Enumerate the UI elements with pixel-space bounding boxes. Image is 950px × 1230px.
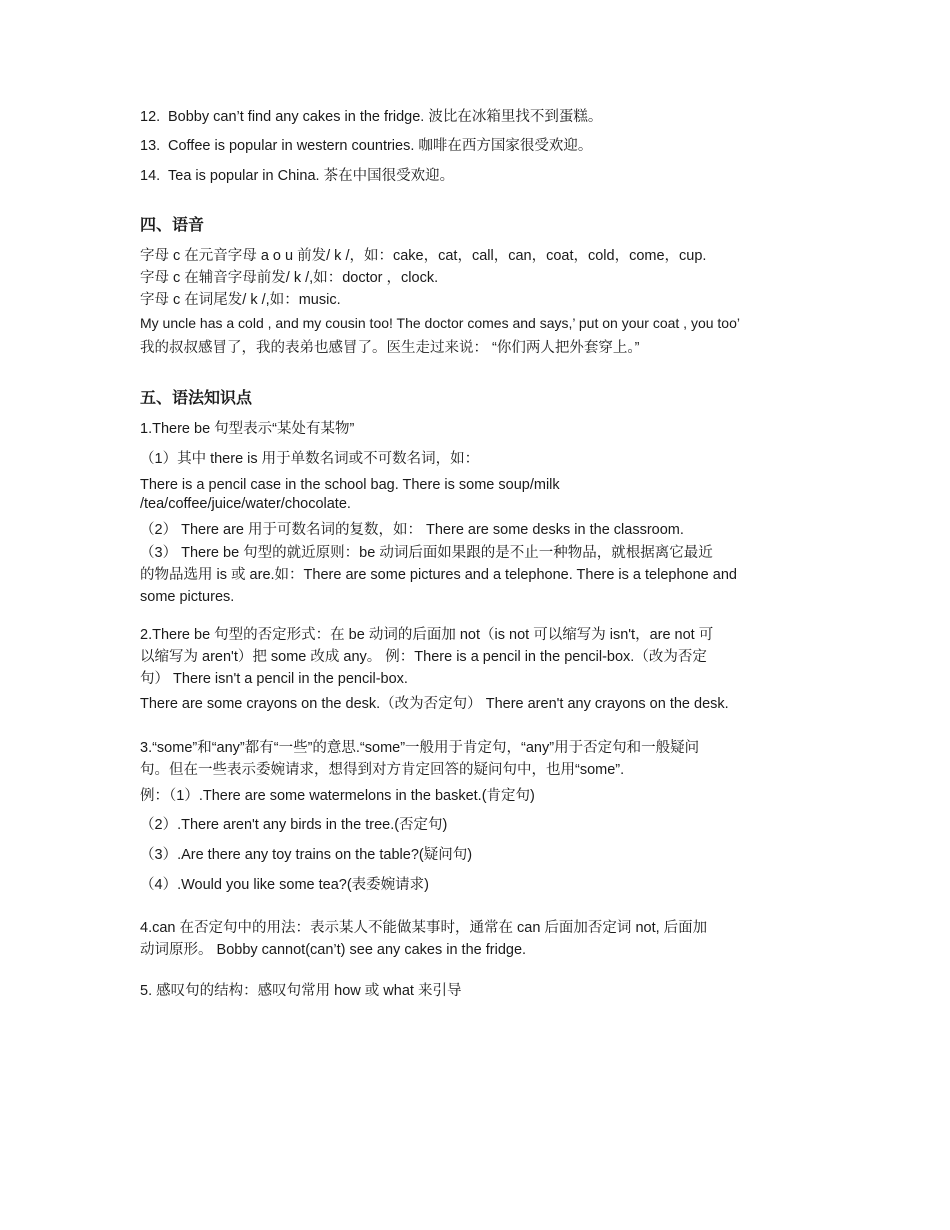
sentence-text: Tea is popular in China. 茶在中国很受欢迎。 (168, 168, 455, 184)
grammar-5-line-1: 5. 感叹句的结构：感叹句常用 how 或 what 来引导 (140, 983, 462, 999)
phonics-line-1: 字母 c 在元音字母 a o u 前发/ k /，如：cake，cat，call，can，coat，cold，come，cup. (140, 248, 707, 264)
grammar-3-line-1: 3.“some”和“any”都有“一些”的意思.“some”一般用于肯定句，“any”用于否定句和一般疑问 (140, 740, 700, 756)
grammar-1-line-2: There is a pencil case in the school bag. There is some soup/milk (140, 477, 560, 493)
grammar-4-line-2: 动词原形。 Bobby cannot(can’t) see any cakes in the fridge. (140, 942, 527, 958)
grammar-4-line-1: 4.can 在否定句中的用法：表示某人不能做某事时，通常在 can 后面加否定词 not, 后面加 (140, 920, 708, 936)
grammar-3-example-1: 例：（1）.There are some watermelons in the basket.(肯定句) (140, 788, 535, 804)
grammar-1-line-3: /tea/coffee/juice/water/chocolate. (140, 496, 351, 512)
sentence-number: 13. (140, 138, 161, 154)
phonics-example-english: My uncle has a cold , and my cousin too! The doctor comes and says,’ put on your coat , you too’ (140, 315, 740, 331)
sentence-text: Bobby can’t find any cakes in the fridge. 波比在冰箱里找不到蛋糕。 (168, 109, 603, 125)
sentence-number: 12. (140, 109, 161, 125)
grammar-1-line-5: （3） There be 句型的就近原则：be 动词后面如果跟的是不止一种物品，就根据离它最近 (140, 545, 713, 561)
sentence-14 (140, 166, 454, 186)
grammar-1-line-6: 的物品选用 is 或 are.如：There are some pictures and a telephone. There is a telephone and (140, 567, 737, 583)
section-5-title: 五、语法知识点 (140, 390, 253, 407)
sentence-text: Coffee is popular in western countries. 咖啡在西方国家很受欢迎。 (168, 138, 593, 154)
sentence-13 (140, 136, 592, 156)
grammar-2-line-3: 句） There isn't a pencil in the pencil-box. (140, 671, 408, 687)
grammar-2-line-2: 以缩写为 aren't）把 some 改成 any。 例：There is a pencil in the pencil-box.（改为否定 (140, 649, 707, 665)
grammar-2-line-4: There are some crayons on the desk.（改为否定句） There aren't any crayons on the desk. (140, 696, 729, 712)
grammar-1-line-4: （2） There are 用于可数名词的复数，如： There are some desks in the classroom. (140, 522, 684, 538)
grammar-3-line-2: 句。但在一些表示委婉请求，想得到对方肯定回答的疑问句中，也用“some”. (140, 762, 625, 778)
section-4-title: 四、语音 (140, 217, 205, 234)
sentence-number: 14. (140, 168, 161, 184)
grammar-1-heading: 1.There be 句型表示“某处有某物” (140, 421, 355, 437)
grammar-3-example-2: （2）.There aren't any birds in the tree.(否定句) (140, 817, 448, 833)
sentence-12 (140, 107, 602, 127)
grammar-2-line-1: 2.There be 句型的否定形式：在 be 动词的后面加 not（is not 可以缩写为 isn't，are not 可 (140, 627, 714, 643)
grammar-1-line-1: （1）其中 there is 用于单数名词或不可数名词，如： (140, 451, 480, 467)
phonics-line-3: 字母 c 在词尾发/ k /,如：music. (140, 292, 341, 308)
grammar-3-example-4: （4）.Would you like some tea?(表委婉请求) (140, 877, 430, 893)
phonics-example-chinese: 我的叔叔感冒了，我的表弟也感冒了。医生走过来说： “你们两人把外套穿上。” (140, 340, 640, 356)
grammar-3-example-3: （3）.Are there any toy trains on the table?(疑问句) (140, 847, 473, 863)
grammar-1-line-7: some pictures. (140, 589, 235, 605)
phonics-line-2: 字母 c 在辅音字母前发/ k /,如：doctor ，clock. (140, 270, 439, 286)
